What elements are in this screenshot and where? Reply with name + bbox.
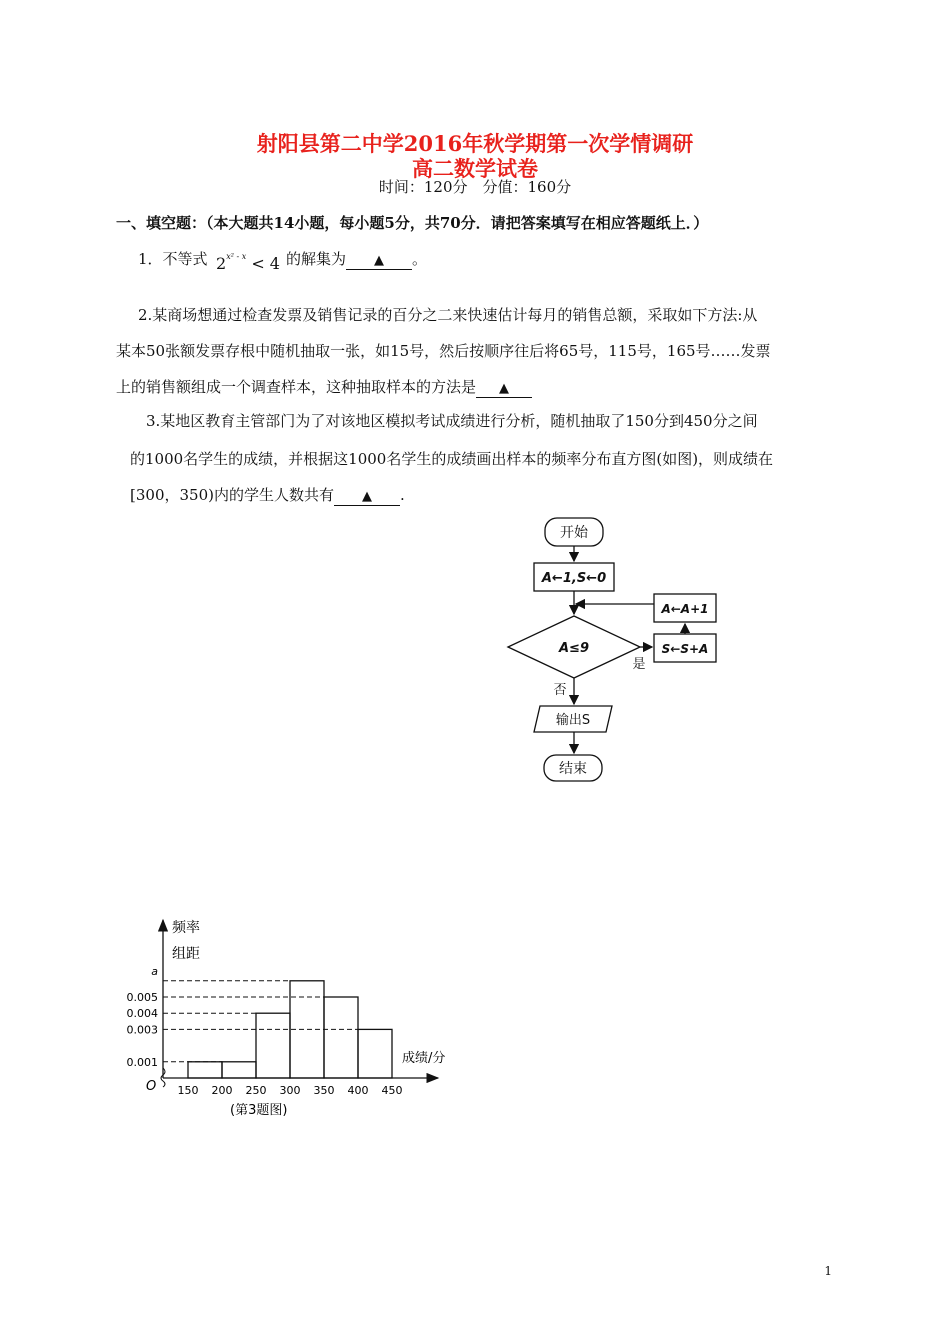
y-tick-label: 0.001 <box>126 1055 158 1069</box>
flow-no-label: 否 <box>553 683 567 698</box>
section-heading: 一、填空题：（本大题共14小题，每小题5分，共70分．请把答案填写在相应答题纸上．） <box>116 214 709 232</box>
formula-exponent: x² - x <box>226 251 247 261</box>
histogram-bar <box>222 1062 256 1078</box>
y-tick-label: 0.005 <box>126 991 158 1004</box>
flow-update-a-label: A←A+1 <box>661 602 709 616</box>
flow-update-s-label: S←S+A <box>661 642 709 656</box>
flow-yes-label: 是 <box>632 657 646 672</box>
histogram-bar <box>358 1029 392 1078</box>
y-axis-label-top: 频率 <box>172 920 200 936</box>
histogram-bar <box>324 997 358 1078</box>
exam-subtitle: 高二数学试卷 <box>412 156 538 181</box>
exam-title: 射阳县第二中学2016年秋学期第一次学情调研 <box>256 131 694 156</box>
question-1-end: 。 <box>412 250 428 268</box>
question-3-end: . <box>399 486 405 504</box>
formula-rest: < 4 <box>251 254 280 273</box>
y-tick-label: 0.004 <box>126 1007 158 1021</box>
origin-label: O <box>146 1079 157 1094</box>
histogram-bar <box>188 1062 222 1078</box>
answer-blank[interactable]: ▲ <box>346 253 412 270</box>
x-tick-label: 200 <box>211 1084 233 1097</box>
exam-meta: 时间：120分 分值：160分 <box>378 178 572 196</box>
formula-base: 2 <box>216 254 227 273</box>
question-3-line-2: 的1000名学生的成绩，并根据这1000名学生的成绩画出样本的频率分布直方图(如图)，则成绩在 <box>130 450 774 468</box>
x-tick-label: 450 <box>381 1084 403 1097</box>
x-tick-label: 300 <box>279 1084 301 1097</box>
flow-start-label: 开始 <box>560 525 588 541</box>
x-tick-label: 400 <box>347 1084 369 1097</box>
question-3-line-1: 3.某地区教育主管部门为了对该地区模拟考试成绩进行分析，随机抽取了150分到450分之间 <box>146 412 758 430</box>
question-2-line-2: 某本50张额发票存根中随机抽取一张，如15号，然后按顺序往后将65号，115号，165号……发票 <box>116 342 771 360</box>
y-axis-label-bottom: 组距 <box>172 946 200 962</box>
flow-output-label: 输出S <box>555 713 591 728</box>
x-axis-label: 成绩/分 <box>402 1051 446 1066</box>
question-1-suffix-text: 的解集为 <box>286 250 347 268</box>
x-tick-label: 350 <box>313 1084 335 1097</box>
answer-blank[interactable]: ▲ <box>476 381 532 398</box>
flow-init-label: A←1,S←0 <box>541 571 607 586</box>
frequency-histogram <box>110 910 470 1130</box>
page-number: 1 <box>824 1264 832 1278</box>
flow-condition-label: A≤9 <box>559 641 589 656</box>
x-tick-label: 150 <box>177 1084 199 1097</box>
answer-blank[interactable]: ▲ <box>334 489 400 506</box>
question-2-line-1: 2.某商场想通过检查发票及销售记录的百分之二来快速估计每月的销售总额，采取如下方法:从 <box>138 306 758 324</box>
flow-end-label: 结束 <box>559 761 587 777</box>
question-1-prefix: 1．不等式 <box>138 250 208 268</box>
question-2-line-3-text: 上的销售额组成一个调查样本，这种抽取样本的方法是 <box>116 378 477 396</box>
question-3-line-3-text: [300，350)内的学生人数共有 <box>130 486 334 504</box>
histogram-bar <box>256 1013 290 1078</box>
chart-caption: (第3题图) <box>230 1103 288 1118</box>
y-tick-label: a <box>151 964 158 978</box>
y-tick-label: 0.003 <box>126 1023 158 1037</box>
x-tick-label: 250 <box>245 1084 267 1097</box>
